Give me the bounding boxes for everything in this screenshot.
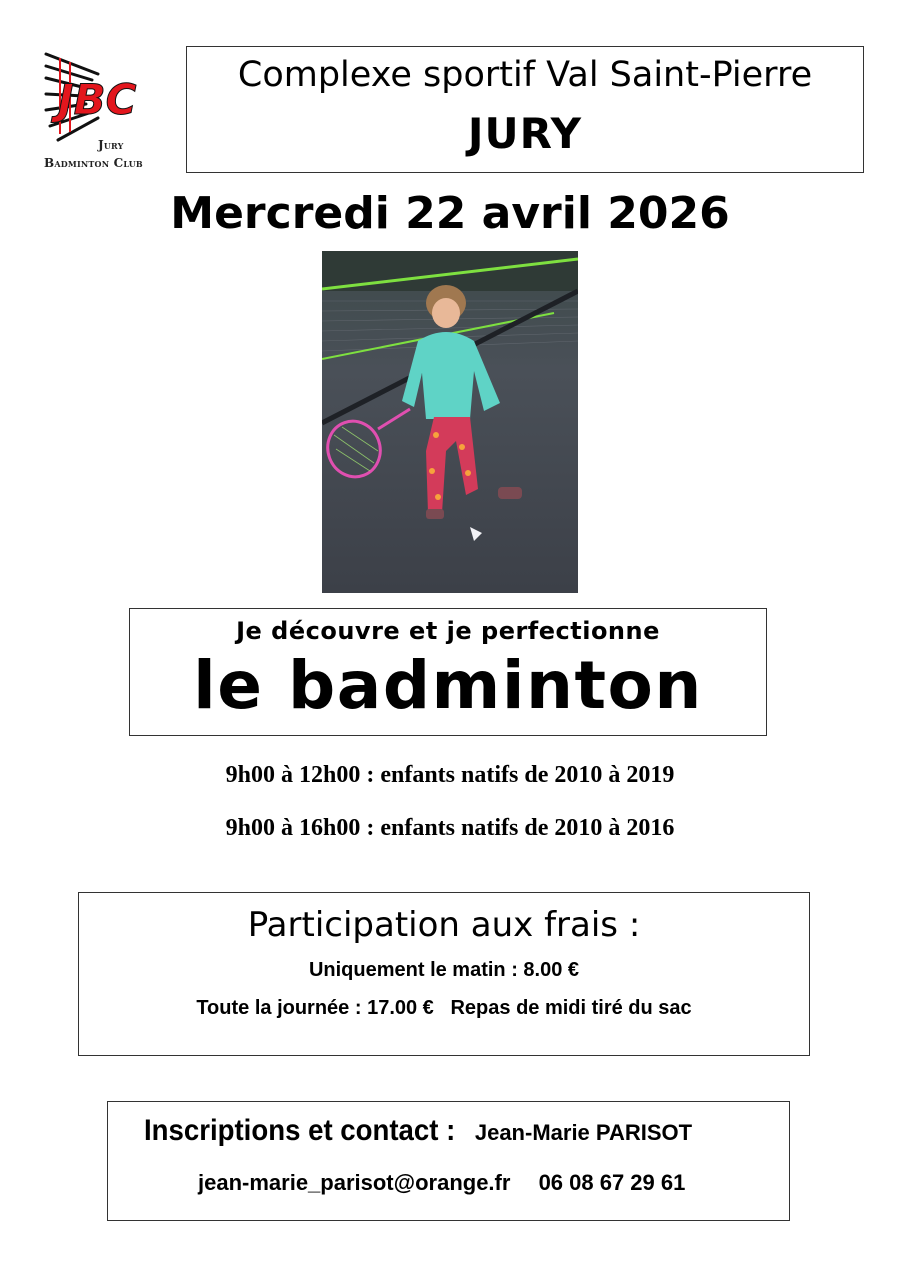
session-full-day: 9h00 à 16h00 : enfants natifs de 2010 à 2016	[225, 815, 675, 841]
child-badminton-photo	[322, 251, 578, 593]
session-morning: 9h00 à 12h00 : enfants natifs de 2010 à 2019	[225, 762, 675, 788]
activity-box	[129, 608, 767, 736]
svg-text:JBC: JBC	[58, 75, 137, 124]
shuttlecock-logo-icon	[40, 44, 155, 144]
contact-name: Jean-Marie PARISOT	[474, 1120, 693, 1145]
venue-name: Complexe sportif Val Saint-Pierre	[237, 55, 813, 95]
contact-email[interactable]: jean-marie_parisot@orange.fr	[198, 1170, 511, 1195]
fees-box	[78, 892, 810, 1056]
club-logo	[40, 44, 155, 176]
contact-heading-line	[144, 1114, 692, 1148]
contact-label: Inscriptions et contact :	[144, 1114, 456, 1147]
venue-box	[186, 46, 864, 173]
contact-phone[interactable]: 06 08 67 29 61	[538, 1170, 686, 1195]
activity-title: le badminton	[193, 647, 703, 724]
logo-line-club: Badminton Club	[44, 156, 143, 170]
logo-line-jury: Jury	[98, 138, 124, 152]
venue-city: JURY	[467, 109, 583, 158]
fee-morning: Uniquement le matin : 8.00 €	[308, 959, 580, 981]
fees-title: Participation aux frais :	[247, 905, 641, 945]
contact-details-line	[198, 1170, 685, 1196]
fee-full-day: Toute la journée : 17.00 € Repas de midi tiré du sac	[196, 997, 692, 1019]
contact-box	[107, 1101, 790, 1221]
activity-subtitle: Je découvre et je perfectionne	[236, 617, 660, 645]
event-date: Mercredi 22 avril 2026	[170, 188, 730, 239]
